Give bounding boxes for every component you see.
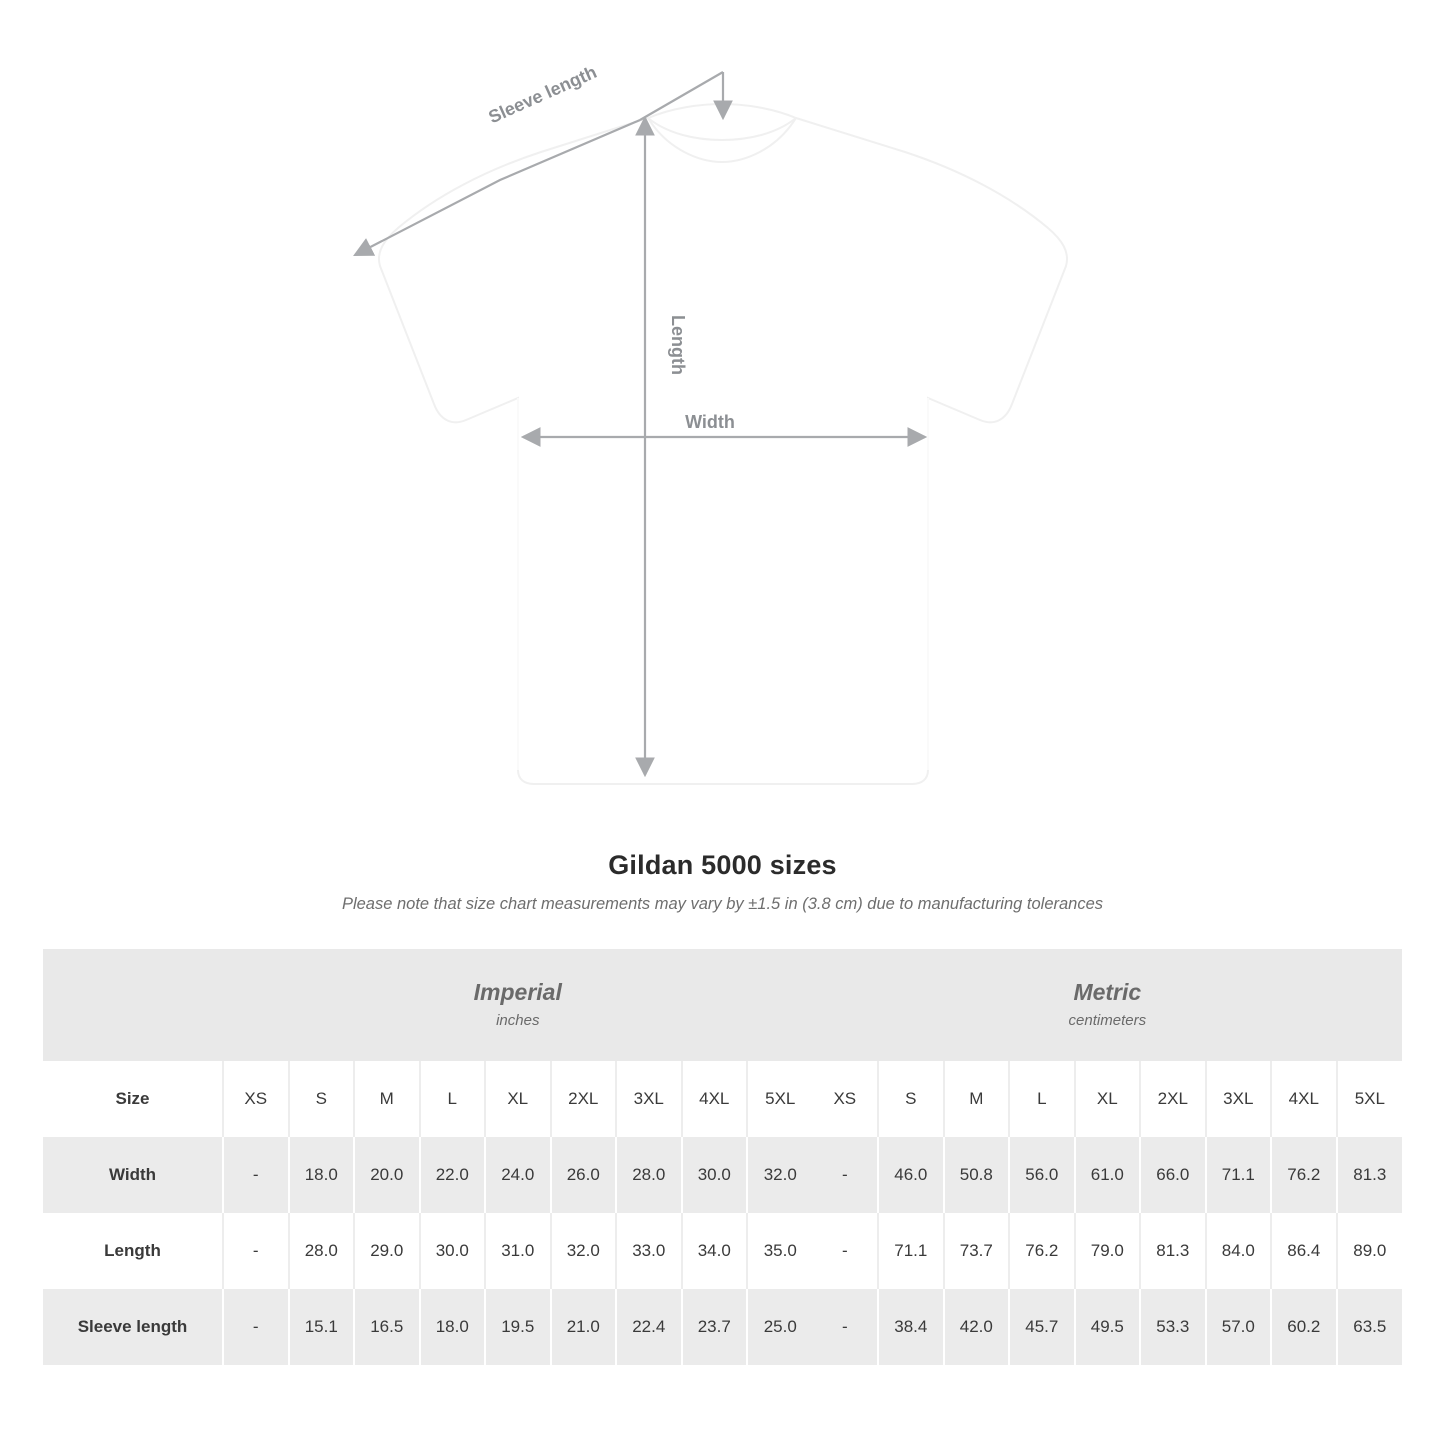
cell-sleeve-metric-3xl: 57.0 <box>1206 1289 1272 1365</box>
unit-header-metric <box>813 949 1403 1061</box>
label-length: Length <box>668 315 688 375</box>
size-cell-metric-m: M <box>944 1061 1010 1137</box>
cell-sleeve-imperial-xl: 19.5 <box>485 1289 551 1365</box>
cell-length-imperial-l: 30.0 <box>420 1213 486 1289</box>
cell-sleeve-imperial-l: 18.0 <box>420 1289 486 1365</box>
cell-width-metric-3xl: 71.1 <box>1206 1137 1272 1213</box>
cell-length-metric-5xl: 89.0 <box>1337 1213 1403 1289</box>
table-row-sleeve-length <box>43 1289 1402 1365</box>
cell-length-metric-s: 71.1 <box>878 1213 944 1289</box>
size-cell-imperial-4xl: 4XL <box>682 1061 748 1137</box>
unit-sub-metric: centimeters <box>1068 1011 1147 1029</box>
cell-length-metric-3xl: 84.0 <box>1206 1213 1272 1289</box>
cell-sleeve-metric-5xl: 63.5 <box>1337 1289 1403 1365</box>
cell-sleeve-metric-m: 42.0 <box>944 1289 1010 1365</box>
cell-width-metric-5xl: 81.3 <box>1337 1137 1403 1213</box>
cell-length-imperial-xl: 31.0 <box>485 1213 551 1289</box>
cell-length-imperial-3xl: 33.0 <box>616 1213 682 1289</box>
label-width: Width <box>685 412 735 432</box>
unit-sub-imperial: inches <box>496 1011 540 1029</box>
cell-length-metric-4xl: 86.4 <box>1271 1213 1337 1289</box>
cell-length-imperial-5xl: 35.0 <box>747 1213 813 1289</box>
cell-width-imperial-5xl: 32.0 <box>747 1137 813 1213</box>
tshirt-shape <box>379 104 1067 784</box>
row-label-sleeve-length: Sleeve length <box>43 1289 223 1365</box>
page-title: Gildan 5000 sizes <box>608 850 837 880</box>
cell-sleeve-imperial-5xl: 25.0 <box>747 1289 813 1365</box>
size-cell-imperial-xs: XS <box>223 1061 289 1137</box>
cell-width-metric-2xl: 66.0 <box>1140 1137 1206 1213</box>
row-label-width: Width <box>43 1137 223 1213</box>
size-table <box>43 949 1402 1365</box>
cell-length-imperial-2xl: 32.0 <box>551 1213 617 1289</box>
cell-width-imperial-m: 20.0 <box>354 1137 420 1213</box>
cell-length-imperial-s: 28.0 <box>289 1213 355 1289</box>
size-cell-imperial-xl: XL <box>485 1061 551 1137</box>
tolerance-note: Please note that size chart measurements may vary by ±1.5 in (3.8 cm) due to manufacturing tolerances <box>341 895 1104 913</box>
size-cell-imperial-3xl: 3XL <box>616 1061 682 1137</box>
cell-sleeve-metric-4xl: 60.2 <box>1271 1289 1337 1365</box>
unit-title-metric: Metric <box>1073 979 1142 1006</box>
size-cell-metric-s: S <box>878 1061 944 1137</box>
size-cell-metric-xl: XL <box>1075 1061 1141 1137</box>
size-cell-imperial-5xl: 5XL <box>747 1061 813 1137</box>
cell-width-imperial-4xl: 30.0 <box>682 1137 748 1213</box>
unit-header-spacer <box>43 949 223 1061</box>
cell-width-imperial-2xl: 26.0 <box>551 1137 617 1213</box>
cell-width-imperial-xl: 24.0 <box>485 1137 551 1213</box>
cell-length-imperial-m: 29.0 <box>354 1213 420 1289</box>
cell-width-imperial-3xl: 28.0 <box>616 1137 682 1213</box>
size-cell-metric-l: L <box>1009 1061 1075 1137</box>
cell-sleeve-metric-l: 45.7 <box>1009 1289 1075 1365</box>
cell-width-metric-xs: - <box>813 1137 879 1213</box>
table-size-row <box>43 1061 1402 1137</box>
table-unit-header-row <box>43 949 1402 1061</box>
size-cell-metric-4xl: 4XL <box>1271 1061 1337 1137</box>
cell-sleeve-metric-2xl: 53.3 <box>1140 1289 1206 1365</box>
size-cell-imperial-l: L <box>420 1061 486 1137</box>
table-row-length <box>43 1213 1402 1289</box>
cell-sleeve-metric-s: 38.4 <box>878 1289 944 1365</box>
cell-length-metric-xl: 79.0 <box>1075 1213 1141 1289</box>
unit-title-imperial: Imperial <box>473 979 562 1006</box>
size-cell-metric-5xl: 5XL <box>1337 1061 1403 1137</box>
cell-length-metric-2xl: 81.3 <box>1140 1213 1206 1289</box>
cell-sleeve-metric-xs: - <box>813 1289 879 1365</box>
cell-length-imperial-4xl: 34.0 <box>682 1213 748 1289</box>
size-cell-metric-xs: XS <box>813 1061 879 1137</box>
cell-sleeve-imperial-xs: - <box>223 1289 289 1365</box>
size-cell-metric-2xl: 2XL <box>1140 1061 1206 1137</box>
size-table-wrap <box>0 949 1445 1365</box>
size-cell-metric-3xl: 3XL <box>1206 1061 1272 1137</box>
cell-width-metric-m: 50.8 <box>944 1137 1010 1213</box>
unit-header-imperial <box>223 949 813 1061</box>
cell-width-metric-l: 56.0 <box>1009 1137 1075 1213</box>
cell-sleeve-imperial-m: 16.5 <box>354 1289 420 1365</box>
table-row-width <box>43 1137 1402 1213</box>
size-cell-imperial-s: S <box>289 1061 355 1137</box>
cell-width-metric-4xl: 76.2 <box>1271 1137 1337 1213</box>
cell-width-imperial-l: 22.0 <box>420 1137 486 1213</box>
cell-length-imperial-xs: - <box>223 1213 289 1289</box>
cell-sleeve-imperial-4xl: 23.7 <box>682 1289 748 1365</box>
size-header-cell: Size <box>43 1061 223 1137</box>
size-cell-imperial-m: M <box>354 1061 420 1137</box>
cell-width-metric-xl: 61.0 <box>1075 1137 1141 1213</box>
size-cell-imperial-2xl: 2XL <box>551 1061 617 1137</box>
cell-sleeve-imperial-s: 15.1 <box>289 1289 355 1365</box>
cell-width-metric-s: 46.0 <box>878 1137 944 1213</box>
cell-sleeve-imperial-3xl: 22.4 <box>616 1289 682 1365</box>
label-sleeve-length: Sleeve length <box>485 61 600 128</box>
cell-width-imperial-xs: - <box>223 1137 289 1213</box>
row-label-length: Length <box>43 1213 223 1289</box>
cell-length-metric-xs: - <box>813 1213 879 1289</box>
cell-length-metric-l: 76.2 <box>1009 1213 1075 1289</box>
cell-length-metric-m: 73.7 <box>944 1213 1010 1289</box>
cell-width-imperial-s: 18.0 <box>289 1137 355 1213</box>
cell-sleeve-imperial-2xl: 21.0 <box>551 1289 617 1365</box>
cell-sleeve-metric-xl: 49.5 <box>1075 1289 1141 1365</box>
